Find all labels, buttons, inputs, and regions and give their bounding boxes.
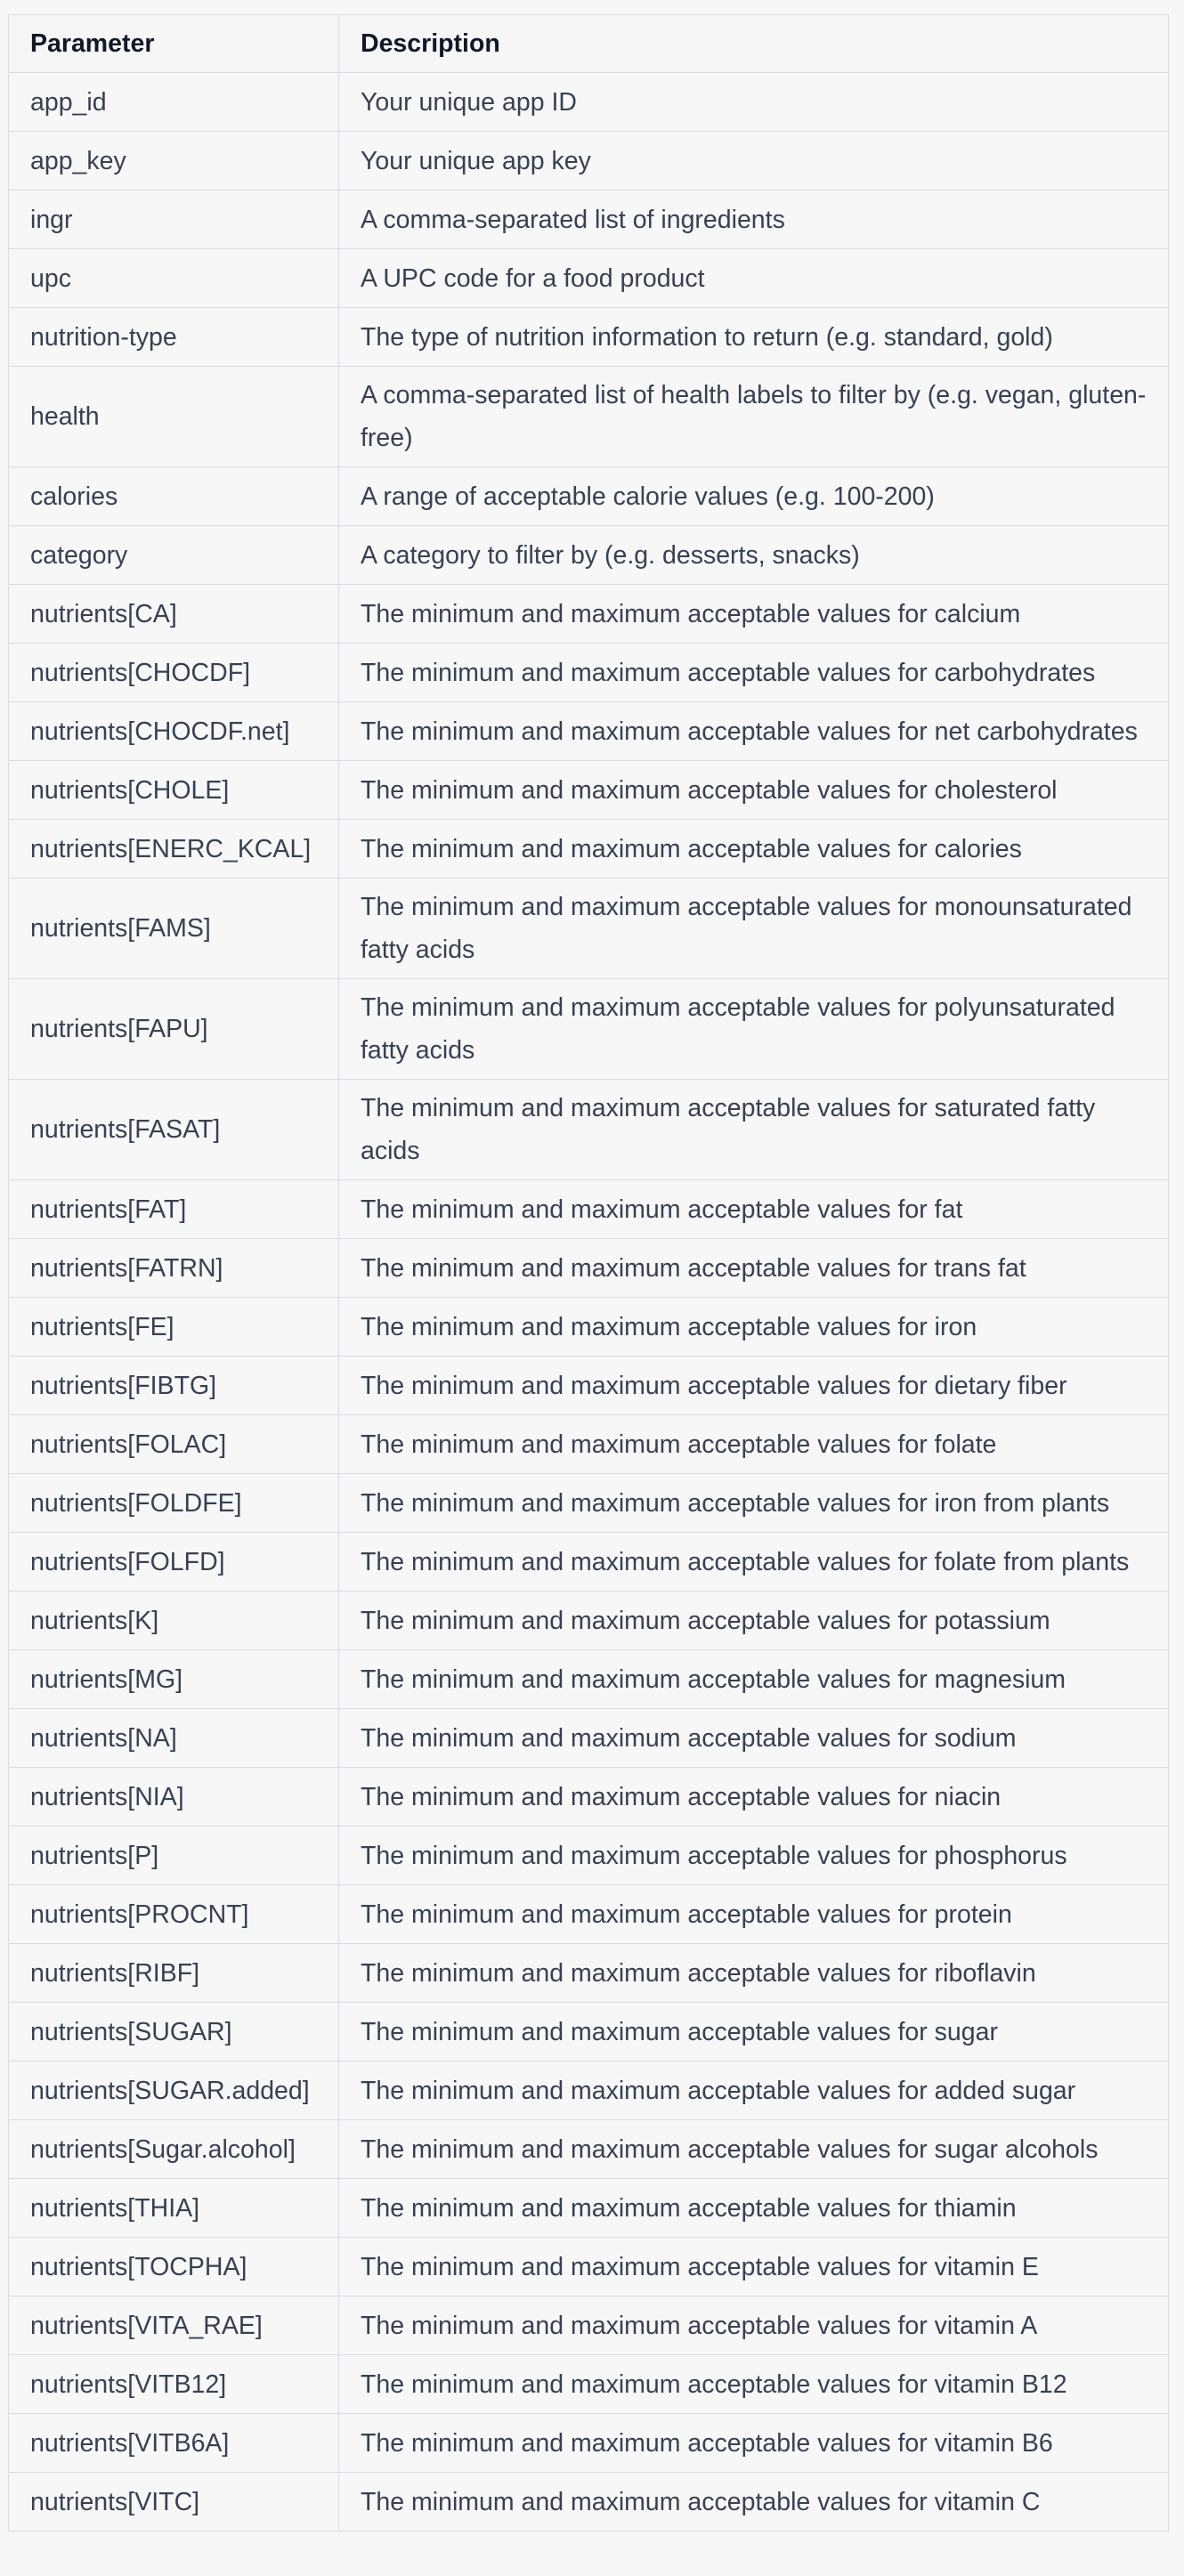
table-row (9, 1592, 1169, 1650)
table-row (9, 2297, 1169, 2355)
description-cell: A category to filter by (e.g. desserts, snacks) (339, 526, 1169, 585)
parameter-cell: nutrients[FOLDFE] (9, 1474, 339, 1533)
description-cell: The minimum and maximum acceptable values for saturated fatty acids (339, 1080, 1169, 1180)
description-cell: The minimum and maximum acceptable values for protein (339, 1885, 1169, 1944)
column-header-description: Description (339, 15, 1169, 73)
parameter-cell: upc (9, 249, 339, 308)
table-row (9, 644, 1169, 702)
table-row (9, 1709, 1169, 1768)
table-body (9, 73, 1169, 2531)
table-row (9, 585, 1169, 644)
description-cell: The minimum and maximum acceptable values for magnesium (339, 1650, 1169, 1709)
parameter-cell: health (9, 367, 339, 467)
parameter-cell: nutrients[VITB6A] (9, 2414, 339, 2473)
table-row (9, 73, 1169, 132)
parameter-cell: nutrients[RIBF] (9, 1944, 339, 2003)
table-row (9, 2120, 1169, 2179)
table-row (9, 308, 1169, 367)
description-cell: The minimum and maximum acceptable values for calcium (339, 585, 1169, 644)
parameter-cell: nutrients[FAMS] (9, 879, 339, 979)
table-row (9, 1533, 1169, 1592)
parameter-cell: nutrients[CHOCDF] (9, 644, 339, 702)
parameter-cell: calories (9, 467, 339, 526)
table-row (9, 2179, 1169, 2238)
description-cell: A comma-separated list of ingredients (339, 190, 1169, 249)
table-row (9, 1080, 1169, 1180)
description-cell: The minimum and maximum acceptable values for folate (339, 1415, 1169, 1474)
table-row (9, 2355, 1169, 2414)
table-row (9, 249, 1169, 308)
parameter-cell: nutrients[FAPU] (9, 979, 339, 1080)
description-cell: The minimum and maximum acceptable values for niacin (339, 1768, 1169, 1827)
parameter-cell: ingr (9, 190, 339, 249)
parameter-cell: nutrients[FIBTG] (9, 1357, 339, 1415)
parameter-cell: nutrients[NA] (9, 1709, 339, 1768)
description-cell: A UPC code for a food product (339, 249, 1169, 308)
parameter-cell: nutrients[VITC] (9, 2473, 339, 2531)
parameter-cell: nutrients[TOCPHA] (9, 2238, 339, 2297)
description-cell: The minimum and maximum acceptable values for iron from plants (339, 1474, 1169, 1533)
parameter-cell: nutrients[FOLFD] (9, 1533, 339, 1592)
description-cell: The minimum and maximum acceptable values for cholesterol (339, 761, 1169, 820)
table-row (9, 979, 1169, 1080)
description-cell: The minimum and maximum acceptable values for added sugar (339, 2062, 1169, 2120)
description-cell: The minimum and maximum acceptable values for polyunsaturated fatty acids (339, 979, 1169, 1080)
description-cell: The minimum and maximum acceptable values for iron (339, 1298, 1169, 1357)
table-row (9, 526, 1169, 585)
table-row (9, 2473, 1169, 2531)
parameter-cell: nutrients[THIA] (9, 2179, 339, 2238)
table-row (9, 132, 1169, 190)
parameter-cell: nutrients[SUGAR.added] (9, 2062, 339, 2120)
parameter-cell: category (9, 526, 339, 585)
parameter-cell: nutrients[SUGAR] (9, 2003, 339, 2062)
parameter-cell: nutrients[VITB12] (9, 2355, 339, 2414)
parameter-cell: nutrients[CHOCDF.net] (9, 702, 339, 761)
description-cell: The minimum and maximum acceptable values for folate from plants (339, 1533, 1169, 1592)
description-cell: The minimum and maximum acceptable values for dietary fiber (339, 1357, 1169, 1415)
parameter-cell: nutrients[NIA] (9, 1768, 339, 1827)
table-row (9, 1885, 1169, 1944)
description-cell: A range of acceptable calorie values (e.g. 100-200) (339, 467, 1169, 526)
parameter-cell: nutrients[CA] (9, 585, 339, 644)
parameter-cell: nutrients[ENERC_KCAL] (9, 820, 339, 879)
table-row (9, 1298, 1169, 1357)
parameters-table (8, 14, 1169, 2531)
parameter-cell: nutrients[K] (9, 1592, 339, 1650)
parameter-cell: nutrients[FAT] (9, 1180, 339, 1239)
table-row (9, 2003, 1169, 2062)
parameter-cell: nutrition-type (9, 308, 339, 367)
description-cell: The minimum and maximum acceptable values for sugar (339, 2003, 1169, 2062)
parameter-cell: nutrients[MG] (9, 1650, 339, 1709)
parameter-cell: nutrients[FASAT] (9, 1080, 339, 1180)
description-cell: Your unique app ID (339, 73, 1169, 132)
header-row (9, 15, 1169, 73)
table-row (9, 1768, 1169, 1827)
table-row (9, 1180, 1169, 1239)
description-cell: The minimum and maximum acceptable values for trans fat (339, 1239, 1169, 1298)
description-cell: A comma-separated list of health labels to filter by (e.g. vegan, gluten-free) (339, 367, 1169, 467)
table-row (9, 1357, 1169, 1415)
parameter-cell: nutrients[CHOLE] (9, 761, 339, 820)
description-cell: The minimum and maximum acceptable values for vitamin A (339, 2297, 1169, 2355)
table-row (9, 2062, 1169, 2120)
description-cell: The minimum and maximum acceptable values for riboflavin (339, 1944, 1169, 2003)
table-row (9, 1474, 1169, 1533)
parameter-cell: nutrients[P] (9, 1827, 339, 1885)
description-cell: The minimum and maximum acceptable values for calories (339, 820, 1169, 879)
parameter-cell: nutrients[Sugar.alcohol] (9, 2120, 339, 2179)
parameter-cell: nutrients[VITA_RAE] (9, 2297, 339, 2355)
table-row (9, 1944, 1169, 2003)
table-row (9, 367, 1169, 467)
table-row (9, 2238, 1169, 2297)
description-cell: The minimum and maximum acceptable values for potassium (339, 1592, 1169, 1650)
table-row (9, 2414, 1169, 2473)
table-row (9, 1650, 1169, 1709)
table-row (9, 702, 1169, 761)
table-row (9, 1239, 1169, 1298)
table-row (9, 820, 1169, 879)
description-cell: The minimum and maximum acceptable values for phosphorus (339, 1827, 1169, 1885)
table-row (9, 1415, 1169, 1474)
parameter-cell: app_id (9, 73, 339, 132)
table-row (9, 467, 1169, 526)
column-header-parameter: Parameter (9, 15, 339, 73)
description-cell: The minimum and maximum acceptable values for vitamin C (339, 2473, 1169, 2531)
table-row (9, 879, 1169, 979)
parameter-cell: nutrients[PROCNT] (9, 1885, 339, 1944)
description-cell: The type of nutrition information to return (e.g. standard, gold) (339, 308, 1169, 367)
description-cell: Your unique app key (339, 132, 1169, 190)
description-cell: The minimum and maximum acceptable values for thiamin (339, 2179, 1169, 2238)
description-cell: The minimum and maximum acceptable values for net carbohydrates (339, 702, 1169, 761)
description-cell: The minimum and maximum acceptable values for sugar alcohols (339, 2120, 1169, 2179)
table-header (9, 15, 1169, 73)
parameter-cell: app_key (9, 132, 339, 190)
parameter-cell: nutrients[FE] (9, 1298, 339, 1357)
description-cell: The minimum and maximum acceptable values for sodium (339, 1709, 1169, 1768)
parameter-cell: nutrients[FOLAC] (9, 1415, 339, 1474)
description-cell: The minimum and maximum acceptable values for vitamin E (339, 2238, 1169, 2297)
description-cell: The minimum and maximum acceptable values for fat (339, 1180, 1169, 1239)
table-row (9, 761, 1169, 820)
description-cell: The minimum and maximum acceptable values for carbohydrates (339, 644, 1169, 702)
table-row (9, 1827, 1169, 1885)
description-cell: The minimum and maximum acceptable values for vitamin B6 (339, 2414, 1169, 2473)
table-row (9, 190, 1169, 249)
description-cell: The minimum and maximum acceptable values for monounsaturated fatty acids (339, 879, 1169, 979)
description-cell: The minimum and maximum acceptable values for vitamin B12 (339, 2355, 1169, 2414)
parameter-cell: nutrients[FATRN] (9, 1239, 339, 1298)
